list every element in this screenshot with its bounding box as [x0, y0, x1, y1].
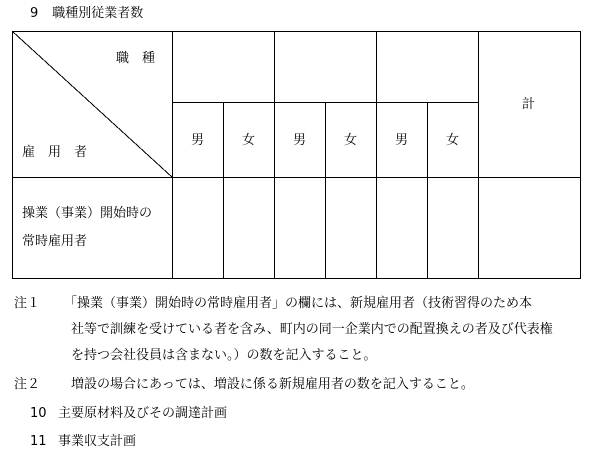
section-title: 職種別従業者数	[52, 6, 144, 21]
note-1-line-1: 「操業（事業）開始時の常時雇用者」の欄には、新規雇用者（技術習得のため本	[64, 296, 533, 311]
section-11-number: 11	[30, 434, 47, 449]
gender-header-female-3: 女	[446, 133, 460, 148]
note-1-line-3: を持つ会社役員は含まない。）の数を記入すること。	[71, 348, 377, 363]
note-1-line-2: 社等で訓練を受けている者を含み、町内の同一企業内での配置換えの者及び代表権	[71, 322, 553, 337]
gender-header-male-3: 男	[395, 133, 409, 148]
section-11-title: 事業収支計画	[58, 434, 137, 449]
section-10	[30, 405, 227, 423]
section-10-number: 10	[30, 406, 47, 421]
total-header: 計	[522, 97, 536, 112]
section-11	[30, 433, 136, 451]
row-label-line1: 操業（事業）開始時の	[22, 206, 153, 221]
gender-header-male-1: 男	[191, 133, 205, 148]
corner-label-occupation: 職 種	[116, 51, 156, 66]
note-2-line-1: 増設の場合にあっては、増設に係る新規雇用者の数を記入すること。	[71, 377, 474, 392]
note-2-marker: 注２	[14, 377, 41, 392]
gender-header-female-2: 女	[344, 133, 358, 148]
section-10-title: 主要原材料及びその調達計画	[58, 406, 228, 421]
note-1-marker: 注１	[14, 296, 41, 311]
corner-label-employees: 雇 用 者	[22, 145, 88, 160]
section-number: 9	[30, 6, 39, 21]
row-label-line2: 常時雇用者	[22, 234, 88, 249]
gender-header-male-2: 男	[293, 133, 307, 148]
gender-header-female-1: 女	[242, 133, 256, 148]
